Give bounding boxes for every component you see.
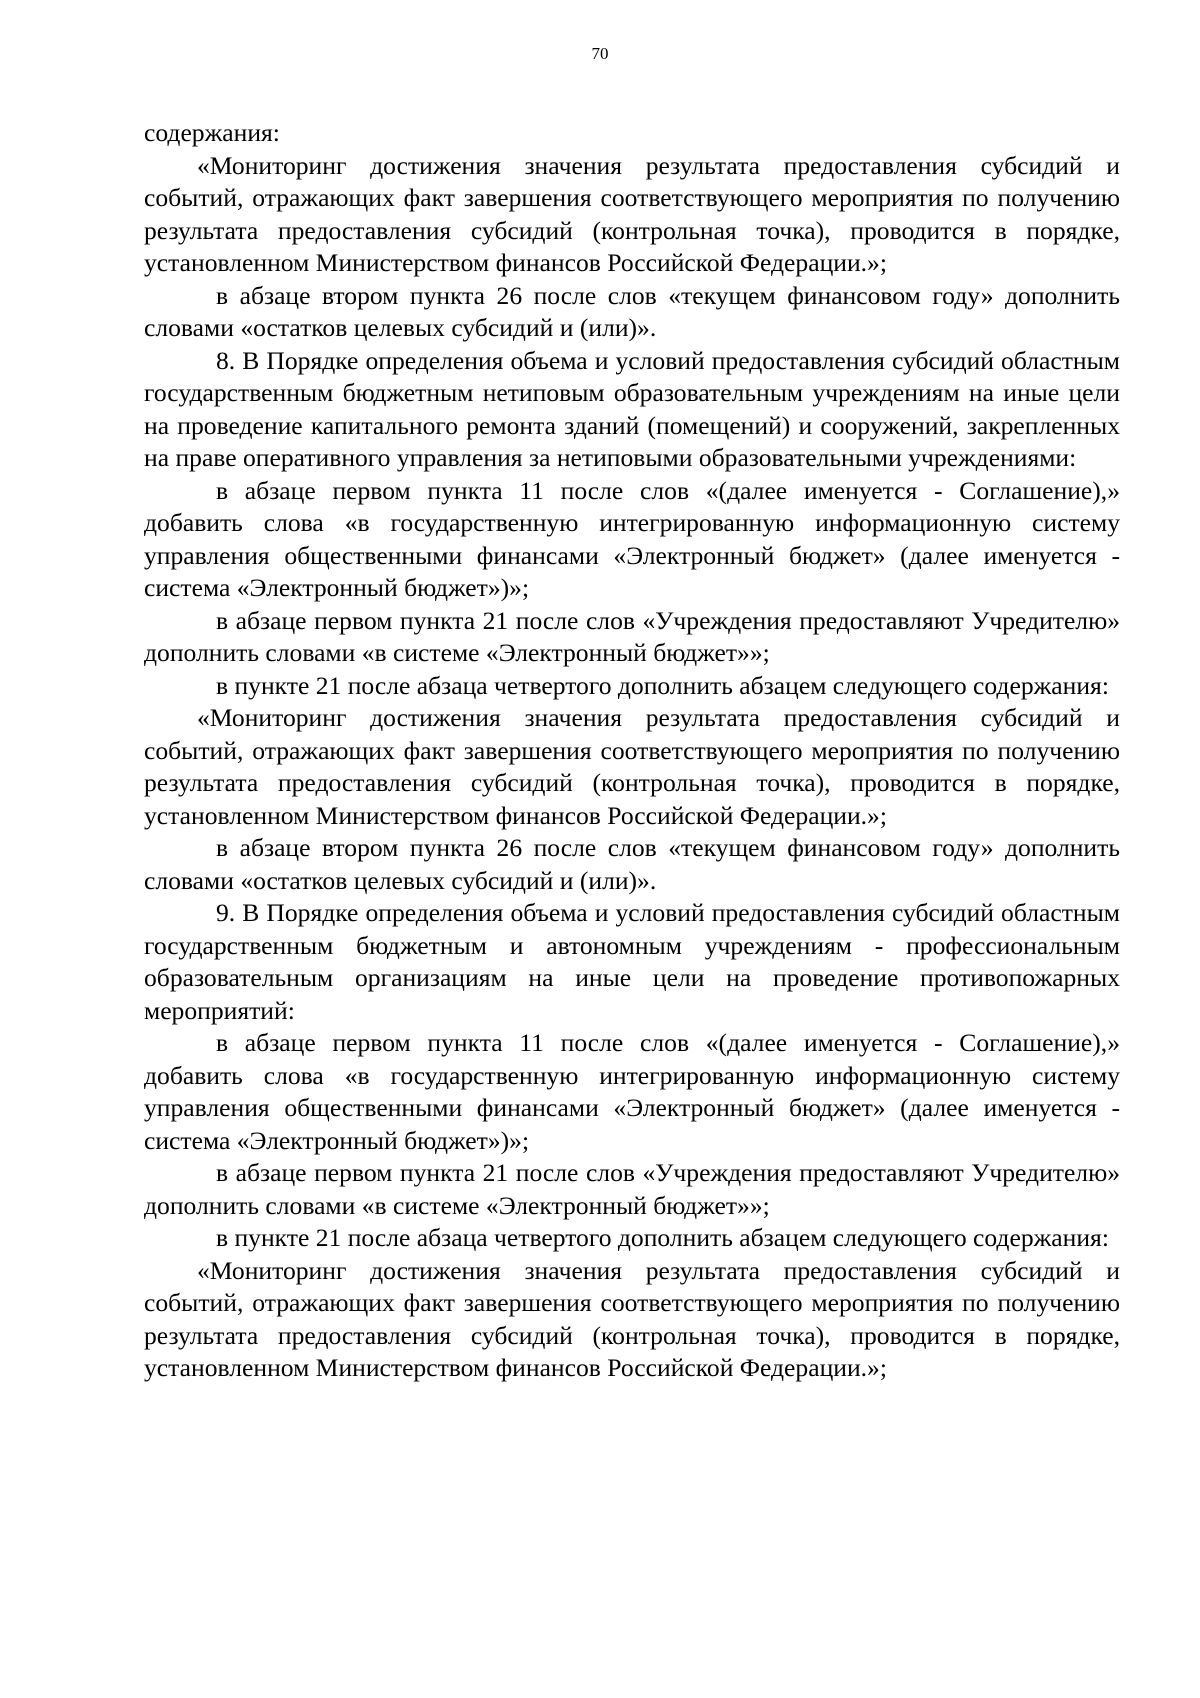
paragraph-14: «Мониторинг достижения значения результата предоставления субсидий и событий, отражающих факт завершения соответствующего мероприятия по получению результата предоставления субсидий (контрольная точка), проводится в порядке, установленном Министерством финансов Российской Федерации.»;: [144, 1255, 1120, 1382]
paragraph-6: в абзаце первом пункта 21 после слов «Учреждения предоставляют Учредителю» дополнить словами «в системе «Электронный бюджет»»;: [144, 605, 1120, 667]
paragraph-12: в абзаце первом пункта 21 после слов «Учреждения предоставляют Учредителю» дополнить словами «в системе «Электронный бюджет»»;: [144, 1158, 1120, 1220]
paragraph-4: 8. В Порядке определения объема и условий предоставления субсидий областным государственным бюджетным нетиповым образовательным учреждениям на иные цели на проведение капитального ремонта зданий (помещений) и сооружений, закрепленных на праве оперативного управления за нетиповыми образовательными учреждениями:: [144, 345, 1120, 472]
paragraph-7: в пункте 21 после абзаца четвертого дополнить абзацем следующего содержания:: [216, 670, 1109, 700]
paragraph-5: в абзаце первом пункта 11 после слов «(далее именуется - Соглашение),» добавить слова «в государственную интегрированную информационную систему управления общественными финансами «Электронный бюджет» (далее именуется - система «Электронный бюджет»)»;: [144, 475, 1120, 602]
paragraph-2: «Мониторинг достижения значения результата предоставления субсидий и событий, отражающих факт завершения соответствующего мероприятия по получению результата предоставления субсидий (контрольная точка), проводится в порядке, установленном Министерством финансов Российской Федерации.»;: [144, 150, 1120, 277]
paragraph-9: в абзаце втором пункта 26 после слов «текущем финансовом году» дополнить словами «остатков целевых субсидий и (или)».: [144, 833, 1120, 895]
paragraph-3: в абзаце втором пункта 26 после слов «текущем финансовом году» дополнить словами «остатков целевых субсидий и (или)».: [144, 280, 1120, 342]
page-number: 70: [591, 44, 609, 63]
paragraph-8: «Мониторинг достижения значения результата предоставления субсидий и событий, отражающих факт завершения соответствующего мероприятия по получению результата предоставления субсидий (контрольная точка), проводится в порядке, установленном Министерством финансов Российской Федерации.»;: [144, 703, 1120, 830]
paragraph-11: в абзаце первом пункта 11 после слов «(далее именуется - Соглашение),» добавить слова «в государственную интегрированную информационную систему управления общественными финансами «Электронный бюджет» (далее именуется - система «Электронный бюджет»)»;: [144, 1028, 1120, 1155]
paragraph-13: в пункте 21 после абзаца четвертого дополнить абзацем следующего содержания:: [216, 1223, 1109, 1252]
paragraph-10: 9. В Порядке определения объема и условий предоставления субсидий областным государственным бюджетным и автономным учреждениям - профессиональным образовательным организациям на иные цели на проведение противопожарных мероприятий:: [144, 898, 1120, 1025]
document-body: [144, 117, 1120, 1385]
paragraph-1: содержания:: [144, 118, 280, 147]
